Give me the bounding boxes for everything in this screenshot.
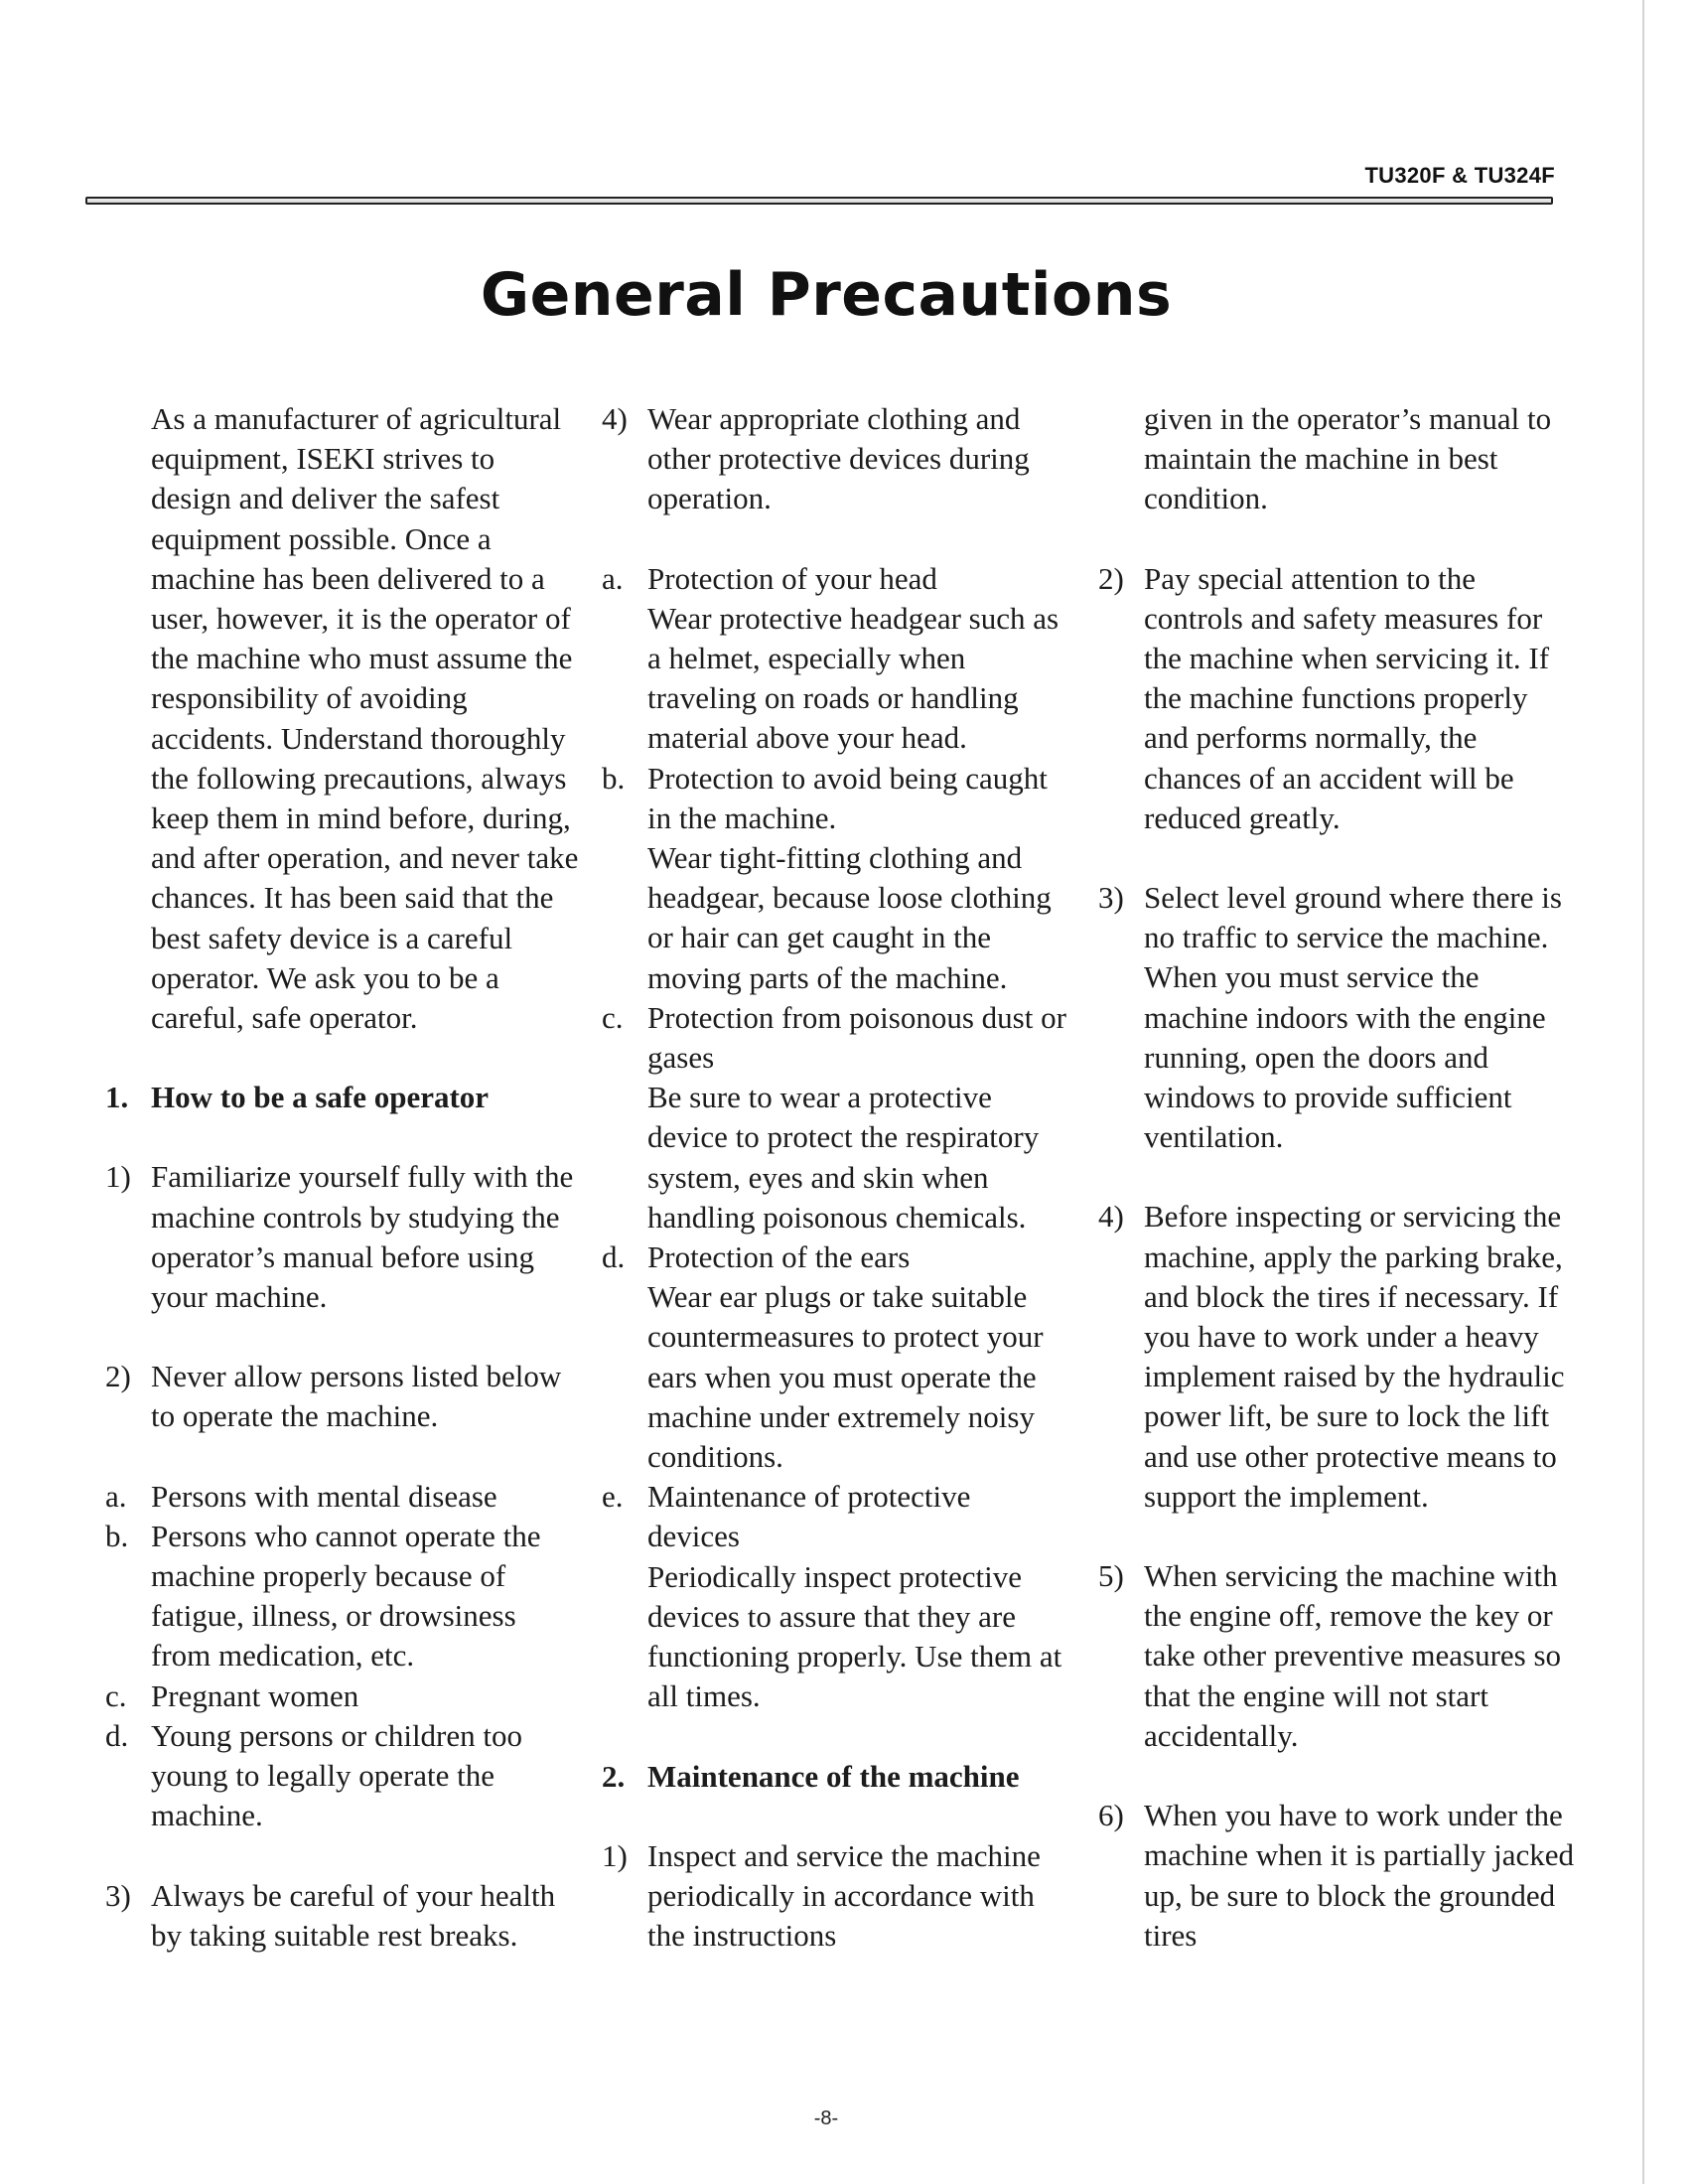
item-number: 6): [1098, 1798, 1124, 1833]
sub-item-text: Persons with mental disease: [151, 1478, 497, 1514]
sub-item-text: Pregnant women: [151, 1677, 359, 1713]
protection-text: Be sure to wear a protective device to protect the respiratory system, eyes and skin when handling poisonous chemicals.: [647, 1080, 1040, 1235]
protection-title: Protection of the ears: [647, 1239, 911, 1275]
item-text: Familiarize yourself fully with the machine controls by studying the operator’s manual before using your machine.: [151, 1159, 574, 1315]
protection-text: Wear protective headgear such as a helmet, especially when traveling on roads or handling material above your head.: [647, 600, 1060, 756]
list-item: [602, 1836, 1068, 1957]
item-text: Pay special attention to the controls and safety measures for the machine when servicing it. If the machine functions properly and performs normally, the chances of an accident will be reduced greatly.: [1144, 560, 1550, 835]
protection-title: Protection to avoid being caught in the machine.: [647, 760, 1048, 835]
list-item: [105, 1357, 582, 1436]
list-item: [602, 399, 1068, 519]
sub-item-letter: c.: [602, 999, 624, 1035]
item-text: When servicing the machine with the engine off, remove the key or take other preventive measures so that the engine will not start accidentally.: [1144, 1558, 1562, 1753]
item-number: 1): [602, 1837, 628, 1873]
sub-item-letter: b.: [602, 760, 626, 796]
sub-item-letter: d.: [105, 1717, 129, 1753]
protection-item: [602, 1238, 1068, 1477]
item-number: 1): [105, 1159, 131, 1195]
item-number: 4): [1098, 1199, 1124, 1235]
protection-text: Wear tight-fitting clothing and headgear, because loose clothing or hair can get caught in the moving parts of the machine.: [647, 840, 1052, 995]
list-item: [105, 1157, 582, 1317]
protection-text: Periodically inspect protective devices to assure that they are functioning properly. Use them at all times.: [647, 1558, 1062, 1714]
item-number: 2): [105, 1359, 131, 1394]
page-title: General Precautions: [480, 260, 1173, 330]
page-number: -8-: [813, 2108, 839, 2129]
sub-item: [105, 1716, 582, 1836]
header-rule: [85, 197, 1553, 205]
sub-item-letter: a.: [602, 560, 624, 596]
item-number: 3): [1098, 880, 1124, 916]
item-text: Inspect and service the machine periodically in accordance with the instructions: [647, 1837, 1041, 1954]
column-1: [105, 399, 582, 1956]
protection-title: Maintenance of protective devices: [647, 1479, 971, 1554]
section-heading-1: [105, 1078, 582, 1117]
protection-item: [602, 1477, 1068, 1716]
sub-item-text: Young persons or children too young to legally operate the machine.: [151, 1717, 522, 1833]
list-item: [1098, 1197, 1575, 1517]
item-number: 2): [1098, 560, 1124, 596]
sub-item: [105, 1676, 582, 1716]
model-label: TU320F & TU324F: [1364, 163, 1555, 188]
list-item: [1098, 1796, 1575, 1956]
protection-title: Protection of your head: [647, 560, 937, 596]
section-title: How to be a safe operator: [151, 1080, 490, 1115]
sub-item-text: Persons who cannot operate the machine properly because of fatigue, illness, or drowsiness from medication, etc.: [151, 1518, 541, 1674]
sub-item-letter: d.: [602, 1239, 626, 1275]
item-text: Wear appropriate clothing and other protective devices during operation.: [647, 401, 1030, 516]
section-number: 1.: [105, 1080, 129, 1115]
item-text: When you have to work under the machine when it is partially jacked up, be sure to block the grounded tires: [1144, 1798, 1574, 1953]
intro-paragraph: As a manufacturer of agricultural equipment, ISEKI strives to design and deliver the safest equipment possible. Once a machine has been delivered to a user, however, it is the operator of the machine who must assume the responsibility of avoiding accidents. Understand thoroughly the following precautions, always keep them in mind before, during, and after operation, and never take chances. It has been said that the best safety device is a careful operator. We ask you to be a careful, safe operator.: [151, 401, 579, 1036]
item-text: Before inspecting or servicing the machine, apply the parking brake, and block the tires if necessary. If you have to work under a heavy implement raised by the hydraulic power lift, be sure to lock the lift and use other protective means to support the implement.: [1144, 1199, 1565, 1514]
column-3: [1098, 399, 1575, 1956]
item-number: 5): [1098, 1558, 1124, 1594]
sub-item: [105, 1517, 582, 1676]
item-text: Never allow persons listed below to operate the machine.: [151, 1359, 562, 1434]
section-number: 2.: [602, 1758, 626, 1794]
sub-item-letter: c.: [105, 1677, 127, 1713]
list-item: [105, 1876, 582, 1956]
sub-item: [105, 1477, 582, 1517]
list-item: [1098, 878, 1575, 1157]
item-number: 3): [105, 1877, 131, 1913]
item-number: 4): [602, 401, 628, 436]
protection-item: [602, 559, 1068, 759]
sub-item-letter: e.: [602, 1479, 624, 1515]
item-text: Always be careful of your health by taking suitable rest breaks.: [151, 1877, 556, 1953]
list-item: [1098, 1556, 1575, 1756]
protection-item: [602, 759, 1068, 998]
protection-item: [602, 998, 1068, 1238]
sub-item-letter: b.: [105, 1518, 129, 1553]
protection-text: Wear ear plugs or take suitable countermeasures to protect your ears when you must operate the machine under extremely noisy conditions.: [647, 1279, 1044, 1475]
continued-text: given in the operator’s manual to maintain the machine in best condition.: [1144, 401, 1552, 516]
protection-title: Protection from poisonous dust or gases: [647, 999, 1066, 1076]
column-2: [602, 399, 1068, 1956]
section-title: Maintenance of the machine: [647, 1758, 1020, 1794]
section-heading-2: [602, 1757, 1068, 1797]
list-item: [1098, 559, 1575, 838]
item-text: Select level ground where there is no traffic to service the machine. When you must service the machine indoors with the engine running, open the doors and windows to provide sufficient ventilation.: [1144, 880, 1562, 1155]
sub-item-letter: a.: [105, 1478, 127, 1514]
